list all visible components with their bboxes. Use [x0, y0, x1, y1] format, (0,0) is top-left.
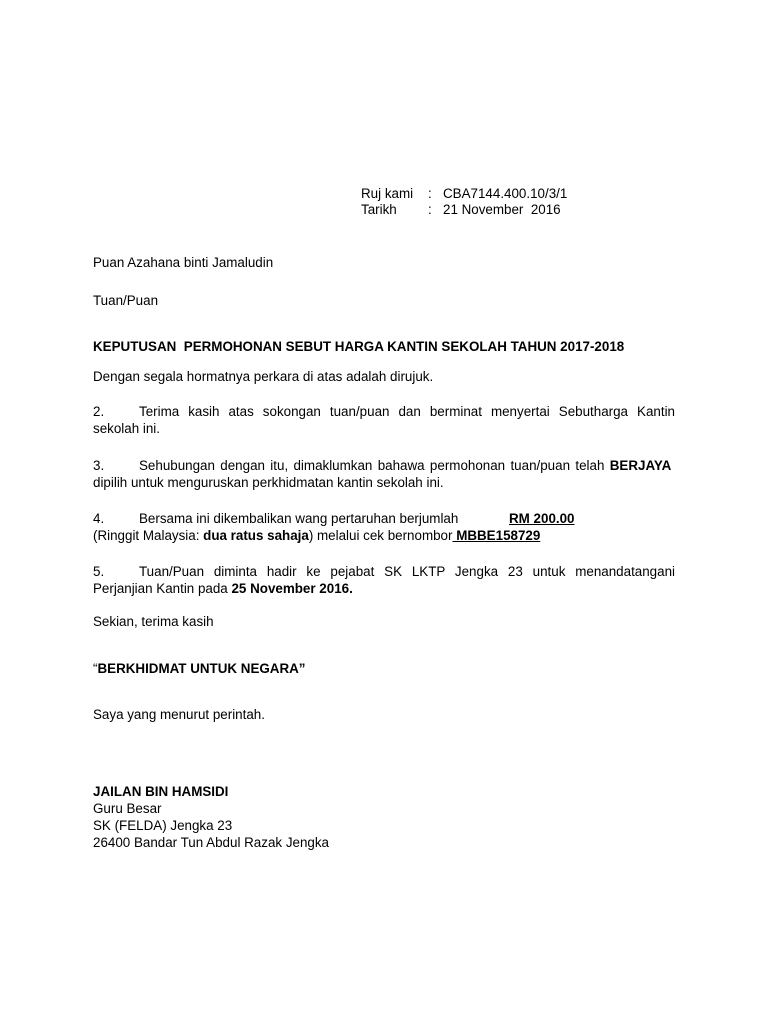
closing-text: Sekian, terima kasih — [93, 614, 214, 629]
obedient-line: Saya yang menurut perintah. — [93, 707, 265, 722]
ruj-value: CBA7144.400.10/3/1 — [443, 186, 568, 201]
paragraph-4-text-b: (Ringgit Malaysia: — [93, 528, 204, 543]
paragraph-2-number: 2. — [93, 404, 105, 419]
signatory-school: SK (FELDA) Jengka 23 — [93, 818, 233, 833]
cheque-number: MBBE158729 — [452, 528, 541, 543]
recipient: Puan Azahana binti Jamaludin — [93, 255, 274, 270]
ref-row-ruj — [361, 185, 567, 201]
paragraph-5 — [93, 563, 675, 597]
intro-paragraph: Dengan segala hormatnya perkara di atas adalah dirujuk. — [93, 369, 434, 384]
ruj-label: Ruj kami — [361, 186, 414, 201]
signing-date: 25 November 2016. — [231, 581, 353, 596]
paragraph-3 — [93, 457, 675, 491]
deposit-amount: RM 200.00 — [509, 511, 575, 526]
paragraph-3-text-a: Sehubungan dengan itu, dimaklumkan bahawa permohonan tuan/puan telah — [139, 458, 605, 473]
reference-block — [361, 185, 567, 217]
paragraph-4-line-1 — [93, 510, 693, 527]
tarikh-colon: : — [428, 202, 432, 217]
motto-open-quote: “ — [93, 661, 98, 676]
salutation: Tuan/Puan — [93, 293, 159, 308]
amount-in-words: dua ratus sahaja — [203, 528, 309, 543]
paragraph-4-text-a: Bersama ini dikembalikan wang pertaruhan berjumlah — [139, 511, 459, 526]
ref-row-tarikh — [361, 201, 567, 217]
ruj-colon: : — [428, 186, 432, 201]
paragraph-4-text-c: ) melalui cek bernombor — [308, 528, 453, 543]
tarikh-label: Tarikh — [361, 202, 397, 217]
signatory-address: 26400 Bandar Tun Abdul Razak Jengka — [93, 835, 329, 850]
paragraph-2-text: Terima kasih atas sokongan tuan/puan dan berminat menyertai Sebutharga Kantin sekolah ini. — [93, 404, 675, 436]
paragraph-4-number: 4. — [93, 511, 105, 526]
paragraph-3-number: 3. — [93, 458, 105, 473]
paragraph-5-text: Tuan/Puan diminta hadir ke pejabat SK LKTP Jengka 23 untuk menandatangani Perjanjian Kantin pada — [93, 564, 675, 596]
paragraph-5-number: 5. — [93, 564, 105, 579]
paragraph-4-line-2 — [93, 527, 693, 544]
subject-heading: KEPUTUSAN PERMOHONAN SEBUT HARGA KANTIN SEKOLAH TAHUN 2017-2018 — [93, 339, 625, 354]
motto — [93, 660, 675, 677]
berjaya-label: BERJAYA — [609, 458, 672, 473]
signatory-name: JAILAN BIN HAMSIDI — [93, 784, 229, 799]
signature-block — [93, 783, 493, 851]
paragraph-3-text-b: dipilih untuk menguruskan perkhidmatan kantin sekolah ini. — [93, 475, 444, 490]
tarikh-value: 21 November 2016 — [443, 202, 561, 217]
motto-text: BERKHIDMAT UNTUK NEGARA” — [97, 661, 306, 676]
signatory-title: Guru Besar — [93, 801, 162, 816]
paragraph-2 — [93, 403, 675, 437]
